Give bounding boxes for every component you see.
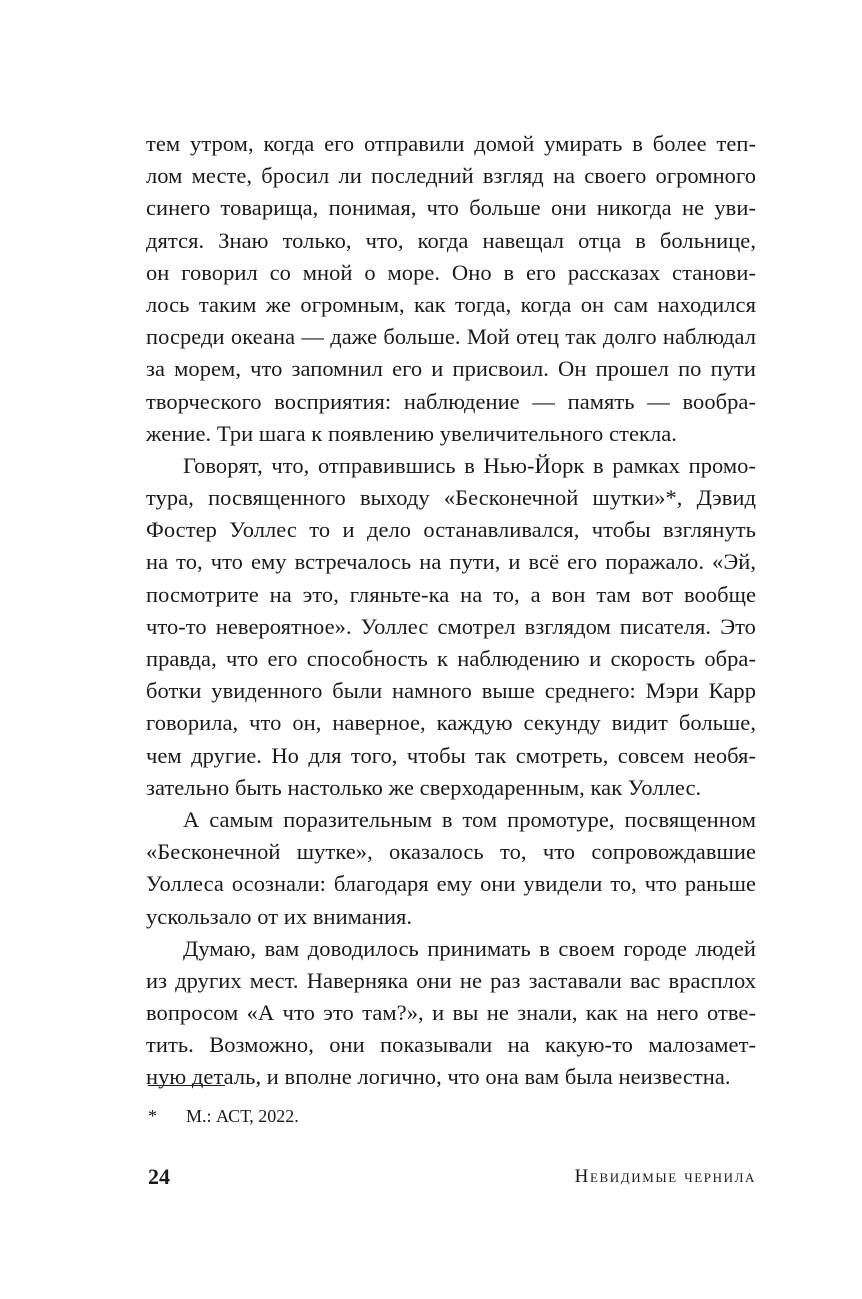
text-line: лом месте, бросил ли последний взгляд на своего огромного bbox=[146, 163, 756, 189]
footnote-text: М.: АСТ, 2022. bbox=[186, 1106, 299, 1126]
footnote-divider bbox=[148, 1085, 225, 1086]
text-line: на то, что ему встречалось на пути, и всё его поражало. «Эй, bbox=[146, 549, 756, 575]
text-line: он говорил со мной о море. Оно в его рассказах станови- bbox=[146, 259, 756, 285]
text-line: из других мест. Наверняка они не раз заставали вас врасплох bbox=[146, 967, 756, 993]
text-line: тем утром, когда его отправили домой умирать в более теп- bbox=[146, 131, 756, 156]
text-line: жение. Три шага к появлению увеличительного стекла. bbox=[146, 420, 677, 446]
text-line: лось таким же огромным, как тогда, когда он сам находился bbox=[146, 291, 756, 317]
running-head: Невидимые чернила bbox=[574, 1166, 756, 1187]
text-line: посмотрите на это, гляньте-ка на то, а вон там вот вообще bbox=[146, 581, 756, 607]
text-line: Фостер Уоллес то и дело останавливался, чтобы взглянуть bbox=[146, 517, 756, 543]
text-line: чем другие. Но для того, чтобы так смотреть, совсем необя- bbox=[146, 742, 756, 768]
text-line: правда, что его способность к наблюдению и скорость обра- bbox=[146, 646, 756, 671]
body-text bbox=[146, 128, 756, 1094]
text-line: творческого восприятия: наблюдение — память — вообра- bbox=[146, 388, 756, 414]
text-line: дятся. Знаю только, что, когда навещал отца в больнице, bbox=[146, 227, 756, 253]
text-line: ную деталь, и вполне логично, что она вам была неизвестна. bbox=[146, 1064, 731, 1090]
text-line: «Бесконечной шутке», оказалось то, что сопровождавшие bbox=[146, 839, 756, 865]
text-line: ускользало от их внимания. bbox=[146, 903, 413, 929]
text-line: зательно быть настолько же сверходаренным, как Уоллес. bbox=[146, 774, 702, 800]
text-line: посреди океана — даже больше. Мой отец так долго наблюдал bbox=[146, 324, 756, 350]
text-line: тить. Возможно, они показывали на какую-то малозамет- bbox=[146, 1032, 756, 1058]
text-line: Уоллеса осознали: благодаря ему они увидели то, что раньше bbox=[146, 871, 756, 897]
page-number: 24 bbox=[148, 1164, 170, 1189]
footnote-marker: * bbox=[148, 1106, 157, 1126]
text-line: А самым поразительным в том промотуре, посвященном bbox=[183, 806, 756, 832]
text-line: что-то невероятное». Уоллес смотрел взглядом писателя. Это bbox=[146, 613, 756, 639]
text-line: Думаю, вам доводилось принимать в своем городе людей bbox=[183, 935, 756, 961]
text-line: тура, посвященного выходу «Бесконечной шутки»*, Дэвид bbox=[146, 485, 756, 511]
footnote bbox=[148, 1104, 299, 1128]
text-line: Говорят, что, отправившись в Нью-Йорк в рамках промо- bbox=[183, 452, 756, 478]
text-line: ботки увиденного были намного выше среднего: Мэри Карр bbox=[146, 678, 756, 704]
text-line: говорила, что он, наверное, каждую секунду видит больше, bbox=[146, 710, 756, 736]
text-line: синего товарища, понимая, что больше они никогда не уви- bbox=[146, 195, 756, 221]
text-line: за морем, что запомнил его и присвоил. Он прошел по пути bbox=[146, 356, 756, 382]
text-line: вопросом «А что это там?», и вы не знали, как на него отве- bbox=[146, 1000, 756, 1026]
